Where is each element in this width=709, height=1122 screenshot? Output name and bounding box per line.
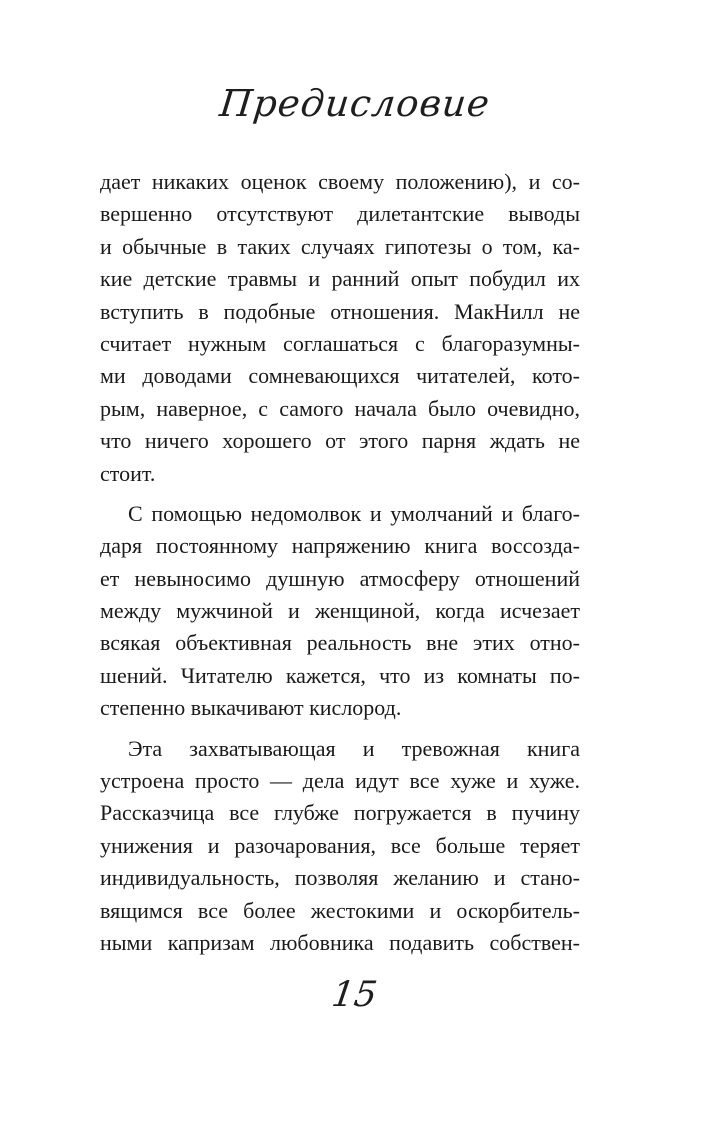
text-line: дает никаких оценок своему положению), и со- — [100, 169, 580, 194]
text-line: ет невыносимо душную атмосферу отношений — [100, 565, 580, 591]
text-line: степенно выкачивают кислород. — [100, 695, 402, 721]
text-line: и обычные в таких случаях гипотезы о том, ка- — [100, 233, 580, 259]
text-line: индивидуальность, позволяя желанию и стано- — [100, 865, 580, 891]
text-line: унижения и разочарования, все больше теряет — [100, 832, 580, 858]
page-footer — [0, 975, 709, 1015]
text-line: вящимся все более жестокими и оскорбитель- — [100, 897, 580, 923]
chapter-title: Предисловие — [217, 82, 492, 125]
text-line: кие детские травмы и ранний опыт побудил их — [100, 266, 580, 292]
running-header — [0, 82, 709, 125]
paragraph-3 — [100, 733, 580, 960]
text-line: что ничего хорошего от этого парня ждать не — [100, 428, 580, 454]
text-line: С помощью недомолвок и умолчаний и благо- — [128, 500, 580, 526]
text-line: даря постоянному напряжению книга воссозда- — [100, 533, 580, 559]
text-line: вершенно отсутствуют дилетантские выводы — [100, 201, 580, 227]
text-line: Эта захватывающая и тревожная книга — [128, 735, 580, 761]
text-line: Рассказчица все глубже погружается в пучину — [100, 800, 580, 826]
body-text — [100, 166, 580, 959]
text-line: шений. Читателю кажется, что из комнаты по- — [100, 662, 580, 688]
text-line: между мужчиной и женщиной, когда исчезает — [100, 598, 580, 624]
paragraph-spacer — [100, 725, 580, 733]
text-line: рым, наверное, с самого начала было очевидно, — [100, 395, 580, 421]
text-line: стоит. — [100, 460, 156, 486]
text-line: вступить в подобные отношения. МакНилл не — [100, 298, 580, 324]
paragraph-2 — [100, 498, 580, 725]
text-line: всякая объективная реальность вне этих отно- — [100, 630, 580, 656]
text-line: ными капризам любовника подавить собствен- — [100, 929, 580, 955]
paragraph-spacer — [100, 490, 580, 498]
text-line: устроена просто — дела идут все хуже и хуже. — [100, 768, 580, 794]
page-number: 15 — [329, 975, 380, 1015]
paragraph-1 — [100, 166, 580, 490]
text-line: ми доводами сомневающихся читателей, кото- — [100, 363, 580, 389]
text-line: считает нужным соглашаться с благоразумны- — [100, 330, 580, 356]
